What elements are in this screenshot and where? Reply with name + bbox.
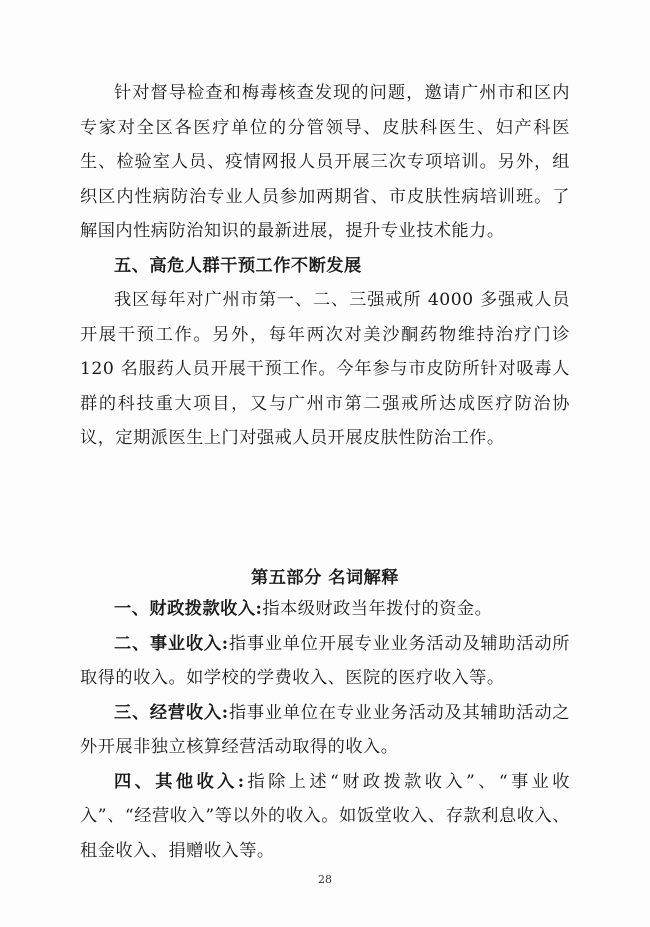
glossary-item-operating (80, 696, 570, 765)
glossary-term: 一、财政拨款收入: (114, 599, 263, 619)
glossary-definition: 指事业单位在专业业务活动及其辅助活动之外开展非独立核算经营活动取得的收入。 (80, 702, 570, 757)
top-section (80, 76, 570, 456)
glossary-definition: 指本级财政当年拨付的资金。 (262, 599, 493, 619)
training-paragraph: 针对督导检查和梅毒核查发现的问题，邀请广州市和区内专家对全区各医疗单位的分管领导、皮肤科医生、妇产科医生、检验室人员、疫情网报人员开展三次专项培训。另外，组织区内性病防治专业人员参加两期省、市皮肤性病培训班。了解国内性病防治知识的最新进展，提升专业技术能力。 (80, 83, 570, 241)
glossary-definition: 指除上述“财政拨款收入”、“事业收入”、“经营收入”等以外的收入。如饭堂收入、存款利息收入、租金收入、捐赠收入等。 (80, 771, 570, 861)
glossary-item-other (80, 765, 570, 869)
glossary-definition: 指事业单位开展专业业务活动及辅助活动所取得的收入。如学校的学费收入、医院的医疗收入等。 (80, 633, 570, 688)
glossary-item-fiscal (80, 592, 570, 627)
page-number: 28 (318, 873, 332, 886)
glossary-term: 四、其他收入: (114, 771, 245, 792)
part5-title: 第五部分 名词解释 (251, 568, 399, 588)
glossary-item-business (80, 627, 570, 696)
glossary-term: 三、经营收入: (114, 702, 229, 723)
glossary-section (80, 592, 570, 868)
section-heading-high-risk: 五、高危人群干预工作不断发展 (114, 255, 362, 276)
glossary-term: 二、事业收入: (114, 633, 229, 654)
intervention-paragraph: 我区每年对广州市第一、二、三强戒所 4000 多强戒人员开展干预工作。另外，每年两次对美沙酮药物维持治疗门诊 120 名服药人员开展干预工作。今年参与市皮防所针对吸毒人群的科技重大项目，又与广州市第二强戒所达成医疗防治协议，定期派医生上门对强戒人员开展皮肤性防治工作。 (80, 290, 570, 448)
